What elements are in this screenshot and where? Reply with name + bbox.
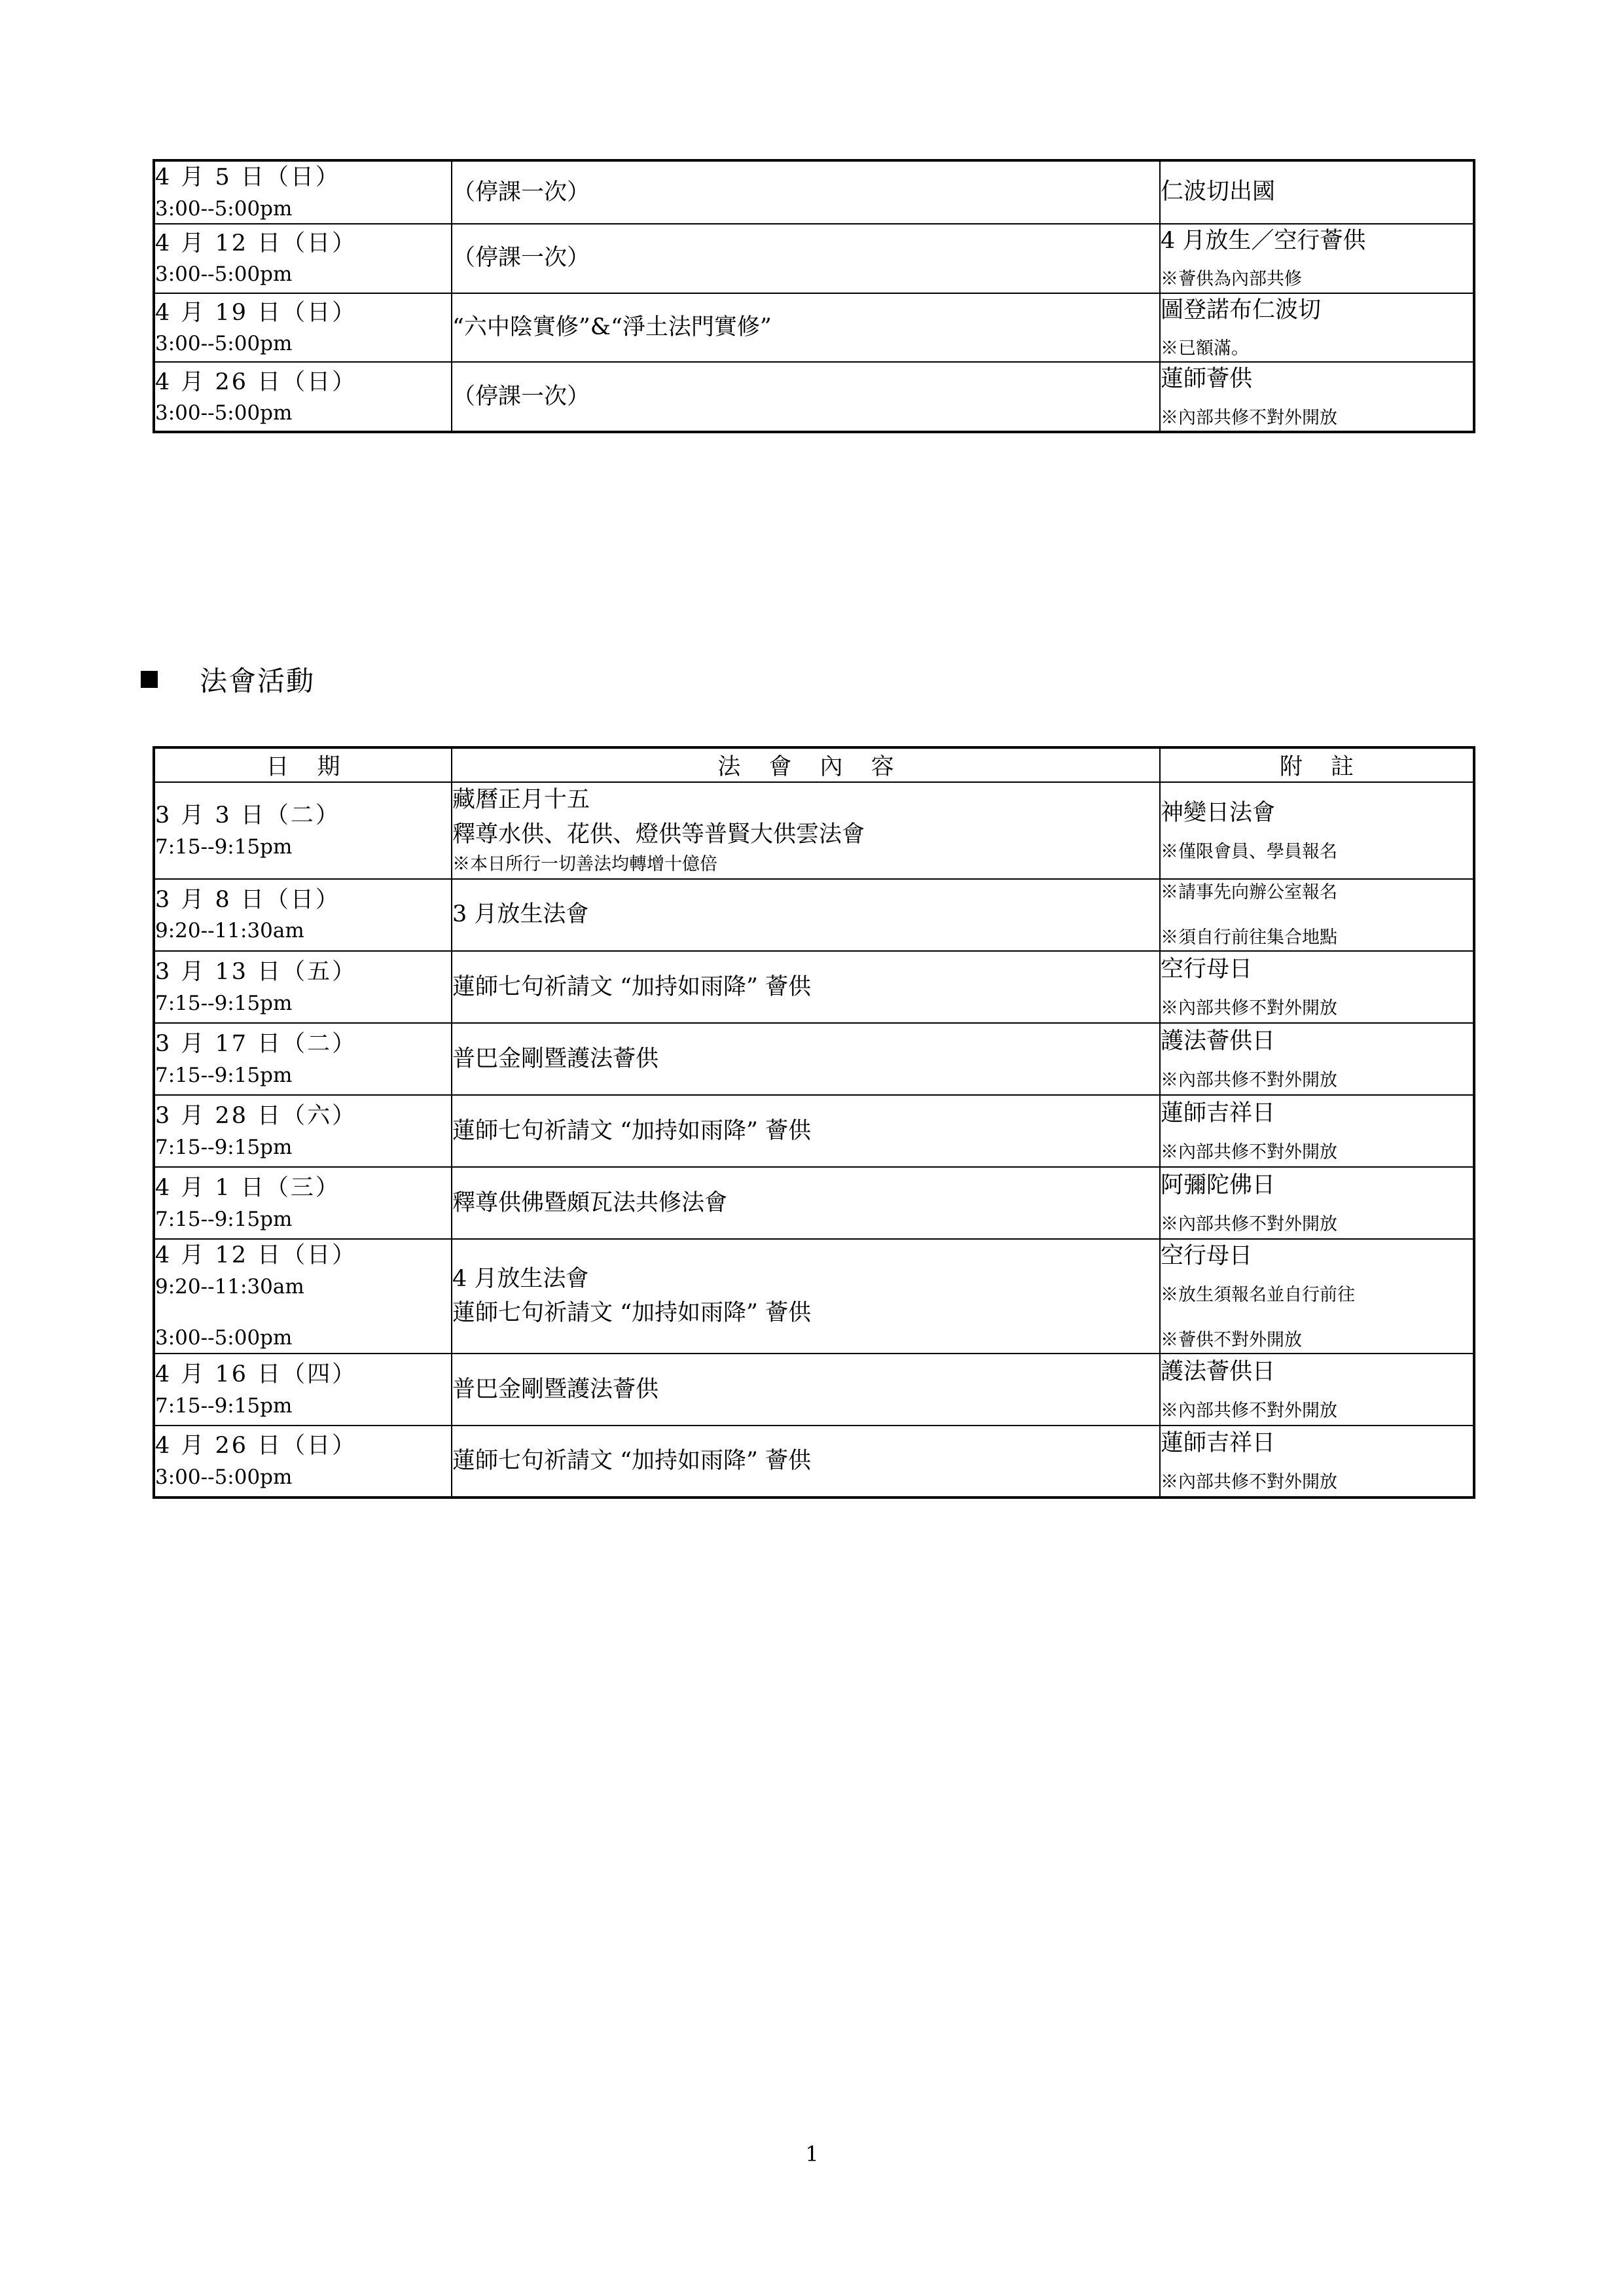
date-text: 4 月 19 日（日） [155,299,357,326]
header-cell-note [1160,747,1474,782]
note-sub-text: ※薈供不對外開放 [1161,1329,1302,1350]
cell-date [154,160,452,224]
cell-content [452,160,1160,224]
table-row [154,1354,1474,1426]
note-title-text: 蓮師吉祥日 [1161,1430,1276,1457]
cell-note [1160,782,1474,879]
note-title-text: 護法薈供日 [1161,1358,1276,1385]
course-schedule-table [153,159,1475,433]
content-text: （停課一次） [452,245,590,272]
content-text: 釋尊供佛暨頗瓦法共修法會 [452,1189,728,1216]
date-text: 4 月 5 日（日） [155,164,340,190]
cell-date [154,362,452,432]
page-number: 1 [805,2142,819,2166]
cell-content [452,224,1160,293]
event-table-body [154,782,1474,1498]
cell-date [154,879,452,951]
cell-note [1160,224,1474,293]
table-row [154,160,1474,224]
cell-note [1160,879,1474,951]
content-text: 蓮師七句祈請文 “加持如雨降” 薈供 [452,1300,812,1327]
header-label-note: 附 註 [1279,754,1365,780]
note-title-text: 仁波切出國 [1161,179,1276,206]
note-title-text: 空行母日 [1161,956,1253,982]
cell-content [452,1239,1160,1354]
cell-content [452,951,1160,1023]
header-label-date: 日 期 [266,754,351,780]
content-text: 普巴金剛暨護法薈供 [452,1376,659,1403]
date-text: 3 月 13 日（五） [155,958,357,985]
cell-date [154,224,452,293]
table-row [154,362,1474,432]
cell-note [1160,951,1474,1023]
note-title-text: 蓮師薈供 [1161,366,1253,393]
event-table-header [154,747,1474,782]
table-row [154,1023,1474,1095]
note-sub-text: ※內部共修不對外開放 [1161,1213,1337,1234]
note-title-text: 蓮師吉祥日 [1161,1100,1276,1126]
table-row [154,782,1474,879]
date-text: 4 月 16 日（四） [155,1361,357,1388]
note-title-text: 護法薈供日 [1161,1028,1276,1054]
cell-date [154,1426,452,1498]
cell-note [1160,293,1474,363]
section-heading-label: 法會活動 [200,665,316,697]
date-text: 3 月 3 日（二） [155,802,340,829]
dharma-event-table [153,746,1475,1499]
table-row [154,951,1474,1023]
cell-date [154,293,452,363]
cell-content [452,879,1160,951]
filled-square-bullet-icon [141,671,158,688]
note-title-text: 神變日法會 [1161,799,1276,826]
content-text: 釋尊水供、花供、燈供等普賢大供雲法會 [452,821,865,848]
date-text: 4 月 1 日（三） [155,1174,340,1201]
content-text: 普巴金剛暨護法薈供 [452,1045,659,1072]
date-text: 4 月 12 日（日） [155,1242,357,1269]
course-table-body [154,160,1474,432]
content-text: 藏曆正月十五 [452,787,590,813]
cell-note [1160,1023,1474,1095]
cell-note [1160,1167,1474,1239]
time-text: 7:15--9:15pm [155,834,293,859]
table-row [154,293,1474,363]
cell-date [154,1354,452,1426]
time-text: 3:00--5:00pm [155,1465,293,1490]
cell-note [1160,160,1474,224]
time-text: 7:15--9:15pm [155,1135,293,1159]
time-text: 7:15--9:15pm [155,1393,293,1418]
cell-content [452,293,1160,363]
time-text: 7:15--9:15pm [155,991,293,1015]
header-label-content: 法 會 內 容 [717,754,905,780]
date-text: 3 月 28 日（六） [155,1102,357,1129]
note-sub-text: ※內部共修不對外開放 [1161,1472,1337,1493]
content-text: 蓮師七句祈請文 “加持如雨降” 薈供 [452,973,812,1000]
date-text: 4 月 12 日（日） [155,230,357,257]
date-text: 4 月 26 日（日） [155,368,357,395]
date-text: 3 月 8 日（日） [155,886,340,913]
header-cell-content [452,747,1160,782]
time-text: 7:15--9:15pm [155,1063,293,1087]
time-text: 3:00--5:00pm [155,196,293,221]
note-sub-text: ※已額滿。 [1161,338,1249,359]
content-text: （停課一次） [452,384,590,410]
note-sub-text: ※內部共修不對外開放 [1161,997,1337,1018]
date-text: 3 月 17 日（二） [155,1030,357,1057]
content-text: 3 月放生法會 [452,901,589,928]
cell-content [452,1023,1160,1095]
note-sub-text: ※須自行前往集合地點 [1161,927,1337,948]
cell-content [452,1095,1160,1167]
cell-content [452,782,1160,879]
table-header-row [154,747,1474,782]
cell-note [1160,1426,1474,1498]
note-title-text: 空行母日 [1161,1242,1253,1269]
note-sub-text: ※內部共修不對外開放 [1161,408,1337,429]
content-text: （停課一次） [452,179,590,206]
cell-date [154,782,452,879]
date-text: 4 月 26 日（日） [155,1433,357,1460]
cell-date [154,1095,452,1167]
header-cell-date [154,747,452,782]
content-note-text: ※本日所行一切善法均轉增十億倍 [452,854,717,874]
note-title-text: 阿彌陀佛日 [1161,1172,1276,1198]
cell-note [1160,1239,1474,1354]
table-row [154,1426,1474,1498]
note-sub-text: ※薈供為內部共修 [1161,269,1302,290]
cell-date [154,1023,452,1095]
table-row [154,879,1474,951]
content-text: “六中陰實修”&“淨土法門實修” [452,314,772,341]
cell-content [452,362,1160,432]
cell-content [452,1426,1160,1498]
time-text: 3:00--5:00pm [155,262,293,287]
table-row [154,1167,1474,1239]
table-row [154,224,1474,293]
note-title-text: 圖登諾布仁波切 [1161,296,1322,323]
note-sub-text: ※僅限會員、學員報名 [1161,841,1337,862]
cell-date [154,1239,452,1354]
cell-content [452,1354,1160,1426]
cell-note [1160,1354,1474,1426]
time-text: 7:15--9:15pm [155,1207,293,1231]
cell-note [1160,1095,1474,1167]
note-sub-text: ※內部共修不對外開放 [1161,1141,1337,1162]
cell-date [154,951,452,1023]
note-sub-text: ※內部共修不對外開放 [1161,1400,1337,1421]
time-text: 3:00--5:00pm [155,1326,293,1350]
time-text: 9:20--11:30am [155,919,304,943]
cell-note [1160,362,1474,432]
content-text: 蓮師七句祈請文 “加持如雨降” 薈供 [452,1448,812,1475]
table-row [154,1239,1474,1354]
content-text: 4 月放生法會 [452,1265,589,1292]
content-text: 蓮師七句祈請文 “加持如雨降” 薈供 [452,1117,812,1144]
note-sub-text: ※放生須報名並自行前往 [1161,1284,1355,1305]
note-sub-text: ※請事先向辦公室報名 [1161,882,1337,903]
note-title-text: 4 月放生／空行薈供 [1161,227,1366,254]
time-text: 9:20--11:30am [155,1275,304,1299]
time-text: 3:00--5:00pm [155,332,293,356]
table-row [154,1095,1474,1167]
note-sub-text: ※內部共修不對外開放 [1161,1069,1337,1090]
cell-date [154,1167,452,1239]
section-heading [141,660,315,699]
time-text: 3:00--5:00pm [155,401,293,425]
cell-content [452,1167,1160,1239]
